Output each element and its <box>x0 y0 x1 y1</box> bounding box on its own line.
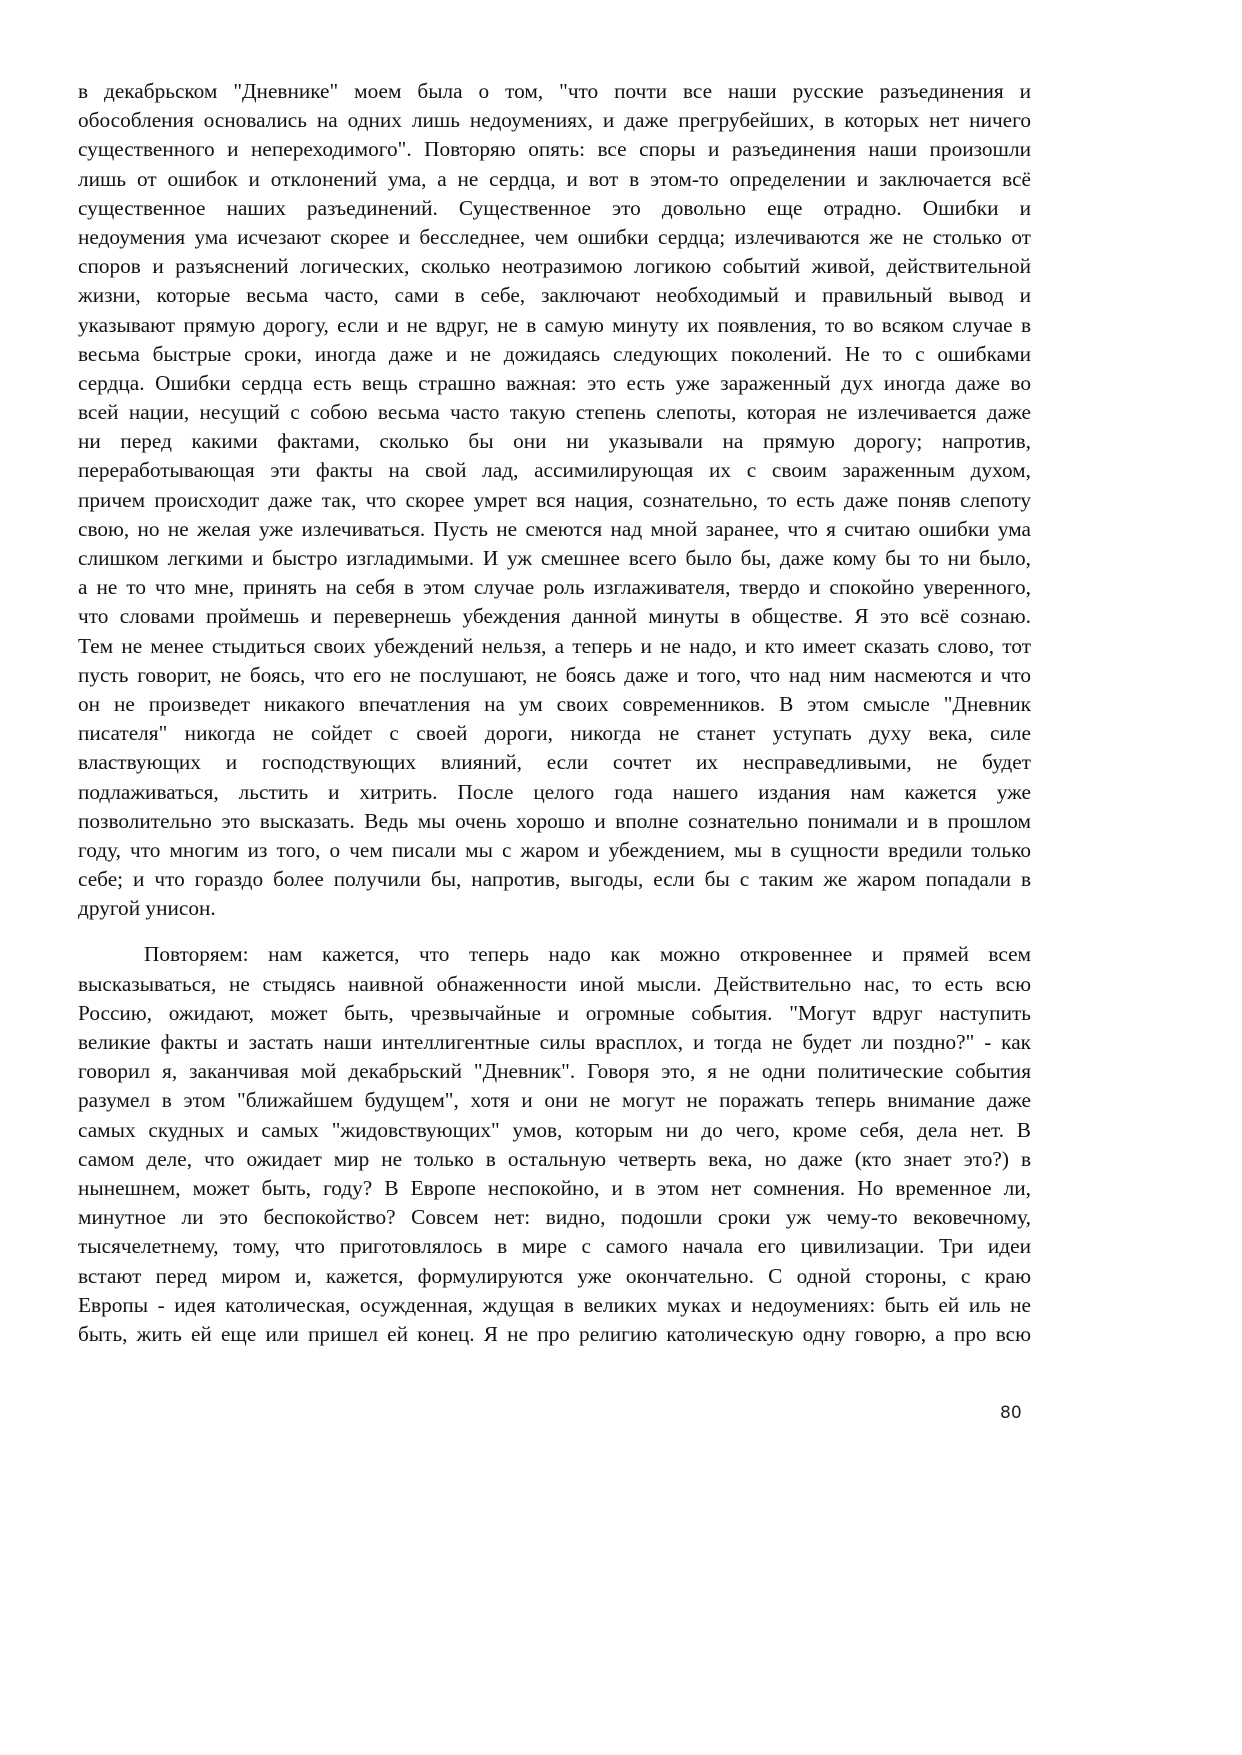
text-line: властвующих и господствующих влияний, если сочтет их несправедливыми, не будет <box>78 750 1031 775</box>
text-line: встают перед миром и, кажется, формулируются уже окончательно. С одной стороны, с краю <box>78 1263 1031 1288</box>
text-line: жизни, которые весьма часто, сами в себе, заключают необходимый и правильный вывод и <box>78 283 1031 308</box>
text-line: что словами проймешь и перевернешь убеждения данной минуты в обществе. Я это всё сознаю. <box>78 604 1031 629</box>
text-line: нынешнем, может быть, году? В Европе неспокойно, и в этом нет сомнения. Но временное ли, <box>78 1175 1031 1200</box>
text-line: Европы - идея католическая, осужденная, ждущая в великих муках и недоумениях: быть ей иль не <box>78 1292 1031 1317</box>
text-line: всей нации, несущий с собою весьма часто такую степень слепоты, которая не излечивается даже <box>78 400 1031 425</box>
text-line: лишь от ошибок и отклонений ума, а не сердца, и вот в этом-то определении и заключается всё <box>78 166 1031 191</box>
text-line: говорил я, заканчивая мой декабрьский "Дневник". Говоря это, я не одни политические события <box>78 1059 1031 1084</box>
text-line: весьма быстрые сроки, иногда даже и не дожидаясь следующих поколений. Не то с ошибками <box>78 341 1031 366</box>
paragraph-1 <box>78 77 1031 923</box>
text-line: указывают прямую дорогу, если и не вдруг, не в самую минуту их появления, то во всяком случае в <box>78 312 1031 337</box>
text-line: он не произведет никакого впечатления на ум своих современников. В этом смысле "Дневник <box>78 691 1031 716</box>
text-line: подлаживаться, льстить и хитрить. После целого года нашего издания нам кажется уже <box>78 779 1031 804</box>
text-line: быть, жить ей еще или пришел ей конец. Я не про религию католическую одну говорю, а про всю <box>78 1321 1031 1346</box>
text-line: пусть говорит, не боясь, что его не послушают, не боясь даже и того, что над ним насмеются и что <box>78 662 1031 687</box>
text-line: Повторяем: нам кажется, что теперь надо как можно откровеннее и прямей всем <box>144 942 1031 967</box>
text-line: существенного и непереходимого". Повторяю опять: все споры и разъединения наши произошли <box>78 137 1031 162</box>
paragraph-2 <box>78 940 1031 1349</box>
text-line: другой унисон. <box>78 896 216 921</box>
text-line: позволительно это высказать. Ведь мы очень хорошо и вполне сознательно понимали и в прошлом <box>78 808 1031 833</box>
text-line: высказываться, не стыдясь наивной обнаженности иной мысли. Действительно нас, то есть всю <box>78 971 1031 996</box>
text-line: тысячелетнему, тому, что приготовлялось в мире с самого начала его цивилизации. Три идеи <box>78 1234 1031 1259</box>
text-line: споров и разъяснений логических, сколько неотразимою логикою событий живой, действительной <box>78 254 1031 279</box>
text-line: а не то что мне, принять на себя в этом случае роль изглаживателя, твердо и спокойно уверенного, <box>78 575 1031 600</box>
text-line: Тем не менее стыдиться своих убеждений нельзя, а теперь и не надо, и кто имеет сказать слово, тот <box>78 633 1031 658</box>
text-line: свою, но не желая уже излечиваться. Пусть не смеются над мной заранее, что я считаю ошибки ума <box>78 516 1031 541</box>
text-line: минутное ли это беспокойство? Совсем нет: видно, подошли сроки уж чему-то вековечному, <box>78 1205 1031 1230</box>
text-line: себе; и что гораздо более получили бы, напротив, выгоды, если бы с таким же жаром попадали в <box>78 867 1031 892</box>
text-line: году, что многим из того, о чем писали мы с жаром и убеждением, мы в сущности вредили только <box>78 837 1031 862</box>
text-line: самых скудных и самых "жидовствующих" умов, которым ни до чего, кроме себя, дела нет. В <box>78 1117 1031 1142</box>
text-line: существенное наших разъединений. Существенное это довольно еще отрадно. Ошибки и <box>78 195 1031 220</box>
text-line: великие факты и застать наши интеллигентные силы врасплох, и тогда не будет ли поздно?" - как <box>78 1030 1031 1054</box>
text-line: Россию, ожидают, может быть, чрезвычайные и огромные события. "Могут вдруг наступить <box>78 1000 1031 1025</box>
text-line: ни перед какими фактами, сколько бы они ни указывали на прямую дорогу; напротив, <box>78 429 1031 454</box>
text-line: причем происходит даже так, что скорее умрет вся нация, сознательно, то есть даже поняв слепоту <box>78 487 1031 512</box>
page-number: 80 <box>1000 1403 1022 1423</box>
text-line: переработывающая эти факты на свой лад, ассимилирующая их с своим зараженным духом, <box>78 458 1031 483</box>
text-line: сердца. Ошибки сердца есть вещь страшно важная: это есть уже зараженный дух иногда даже во <box>78 370 1031 395</box>
text-line: разумел в этом "ближайшем будущем", хотя и они не могут не поражать теперь внимание даже <box>78 1088 1031 1113</box>
text-line: в декабрьском "Дневнике" моем была о том, "что почти все наши русские разъединения и <box>78 79 1031 103</box>
text-line: слишком легкими и быстро изгладимыми. И уж смешнее всего было бы, даже кому бы то ни было, <box>78 546 1031 570</box>
text-line: обособления основались на одних лишь недоумениях, и даже прегрубейших, в которых нет ничего <box>78 108 1031 133</box>
text-line: писателя" никогда не сойдет с своей дороги, никогда не станет уступать духу века, силе <box>78 721 1031 746</box>
document-body <box>78 77 1031 1349</box>
text-line: недоумения ума исчезают скорее и бесследнее, чем ошибки сердца; излечиваются же не столько от <box>78 224 1031 249</box>
text-line: самом деле, что ожидает мир не только в остальную четверть века, но даже (кто знает это?) в <box>78 1146 1031 1171</box>
